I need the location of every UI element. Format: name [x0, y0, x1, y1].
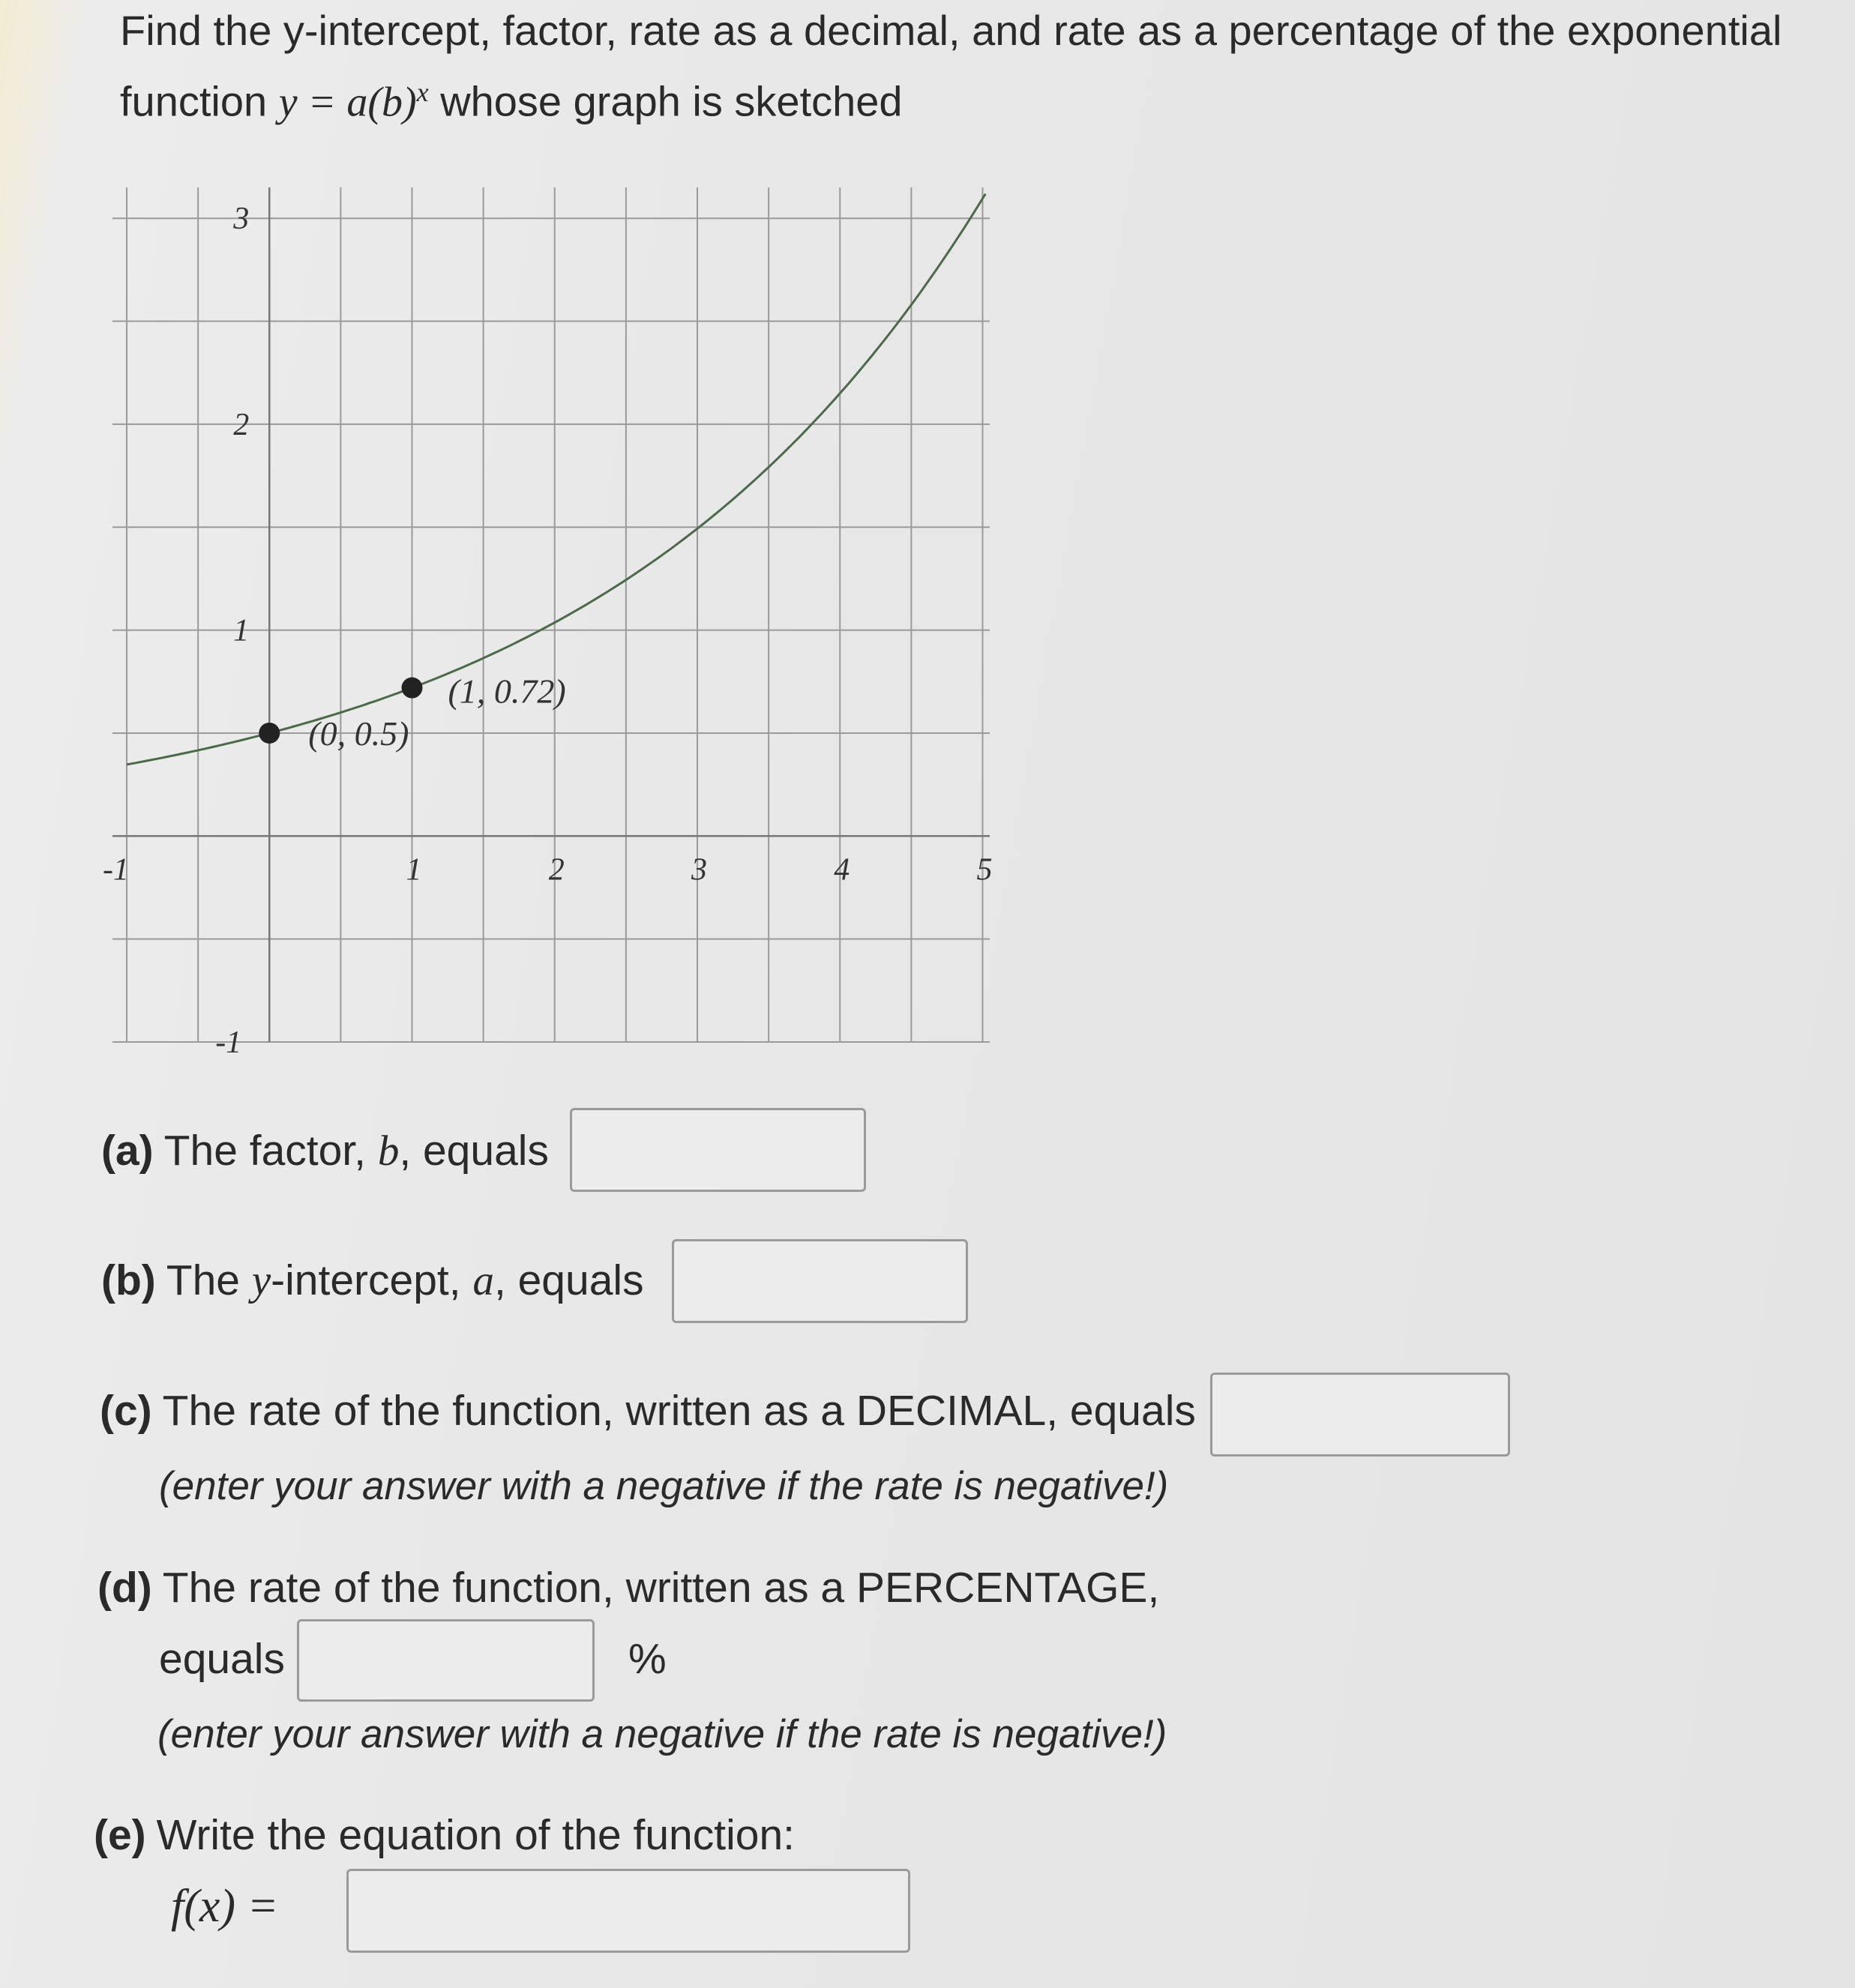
- data-point: [259, 723, 280, 744]
- part-b: [101, 1254, 644, 1307]
- part-d: [97, 1561, 1159, 1614]
- percent-sign: %: [628, 1635, 667, 1683]
- part-b-text-after: , equals: [493, 1256, 644, 1304]
- part-a: [101, 1124, 549, 1178]
- x-tick-label: 5: [976, 852, 993, 888]
- part-e: [94, 1809, 795, 1861]
- part-d-letter: (d): [97, 1564, 152, 1612]
- data-point-label: (1, 0.72): [448, 672, 566, 711]
- y-tick-label: 1: [233, 613, 250, 648]
- part-a-text: The factor,: [163, 1127, 378, 1175]
- x-tick-label: 1: [406, 852, 422, 888]
- y-tick-label: 2: [233, 407, 250, 442]
- part-b-var2: a: [472, 1257, 494, 1304]
- x-tick-label: 3: [691, 852, 707, 888]
- part-b-letter: (b): [101, 1256, 156, 1304]
- graph-svg: [97, 157, 997, 1057]
- y-tick-label: -1: [215, 1025, 242, 1057]
- x-tick-label: 4: [834, 852, 850, 888]
- part-c-hint: (enter your answer with a negative if the rate is negative!): [159, 1464, 1169, 1508]
- part-c-text: The rate of the function, written as a DECIMAL, equals: [162, 1387, 1196, 1435]
- question-line-2-prefix: function: [120, 77, 279, 125]
- part-a-letter: (a): [101, 1127, 154, 1175]
- function-lhs: f(x) =: [171, 1881, 279, 1932]
- part-a-var: b: [377, 1127, 400, 1175]
- part-c: [100, 1385, 1196, 1437]
- part-e-letter: (e): [94, 1811, 146, 1859]
- part-c-letter: (c): [100, 1387, 152, 1435]
- question-line-1: Find the y-intercept, factor, rate as a decimal, and rate as a percentage of the exponential: [120, 7, 1782, 54]
- question-line-2-suffix: whose graph is sketched: [428, 77, 903, 125]
- part-b-text: The: [166, 1256, 252, 1304]
- part-b-text-mid: -intercept,: [271, 1256, 473, 1304]
- question-equation: y = a(b): [278, 79, 417, 126]
- y-tick-label: 3: [233, 202, 250, 237]
- rate-decimal-answer-input[interactable]: [1210, 1373, 1510, 1457]
- y-intercept-answer-input[interactable]: [672, 1239, 968, 1323]
- x-tick-label: 2: [548, 852, 565, 888]
- data-point: [402, 678, 423, 699]
- part-d-hint: (enter your answer with a negative if the rate is negative!): [157, 1712, 1167, 1756]
- question-line-2: [120, 61, 1807, 133]
- question-text: [120, 0, 1807, 133]
- part-e-text: Write the equation of the function:: [156, 1811, 795, 1859]
- part-a-text-after: , equals: [399, 1127, 549, 1175]
- part-d-text: The rate of the function, written as a PERCENTAGE,: [162, 1564, 1160, 1612]
- part-d-equals: equals: [159, 1635, 285, 1683]
- part-b-var: y: [251, 1257, 271, 1304]
- question-exponent: x: [416, 77, 429, 107]
- rate-percentage-answer-input[interactable]: [297, 1619, 595, 1702]
- x-tick-label: -1: [103, 852, 130, 888]
- equation-answer-input[interactable]: [346, 1869, 910, 1953]
- factor-answer-input[interactable]: [570, 1108, 866, 1192]
- data-point-label: (0, 0.5): [308, 714, 409, 753]
- exponential-graph: [97, 157, 997, 1057]
